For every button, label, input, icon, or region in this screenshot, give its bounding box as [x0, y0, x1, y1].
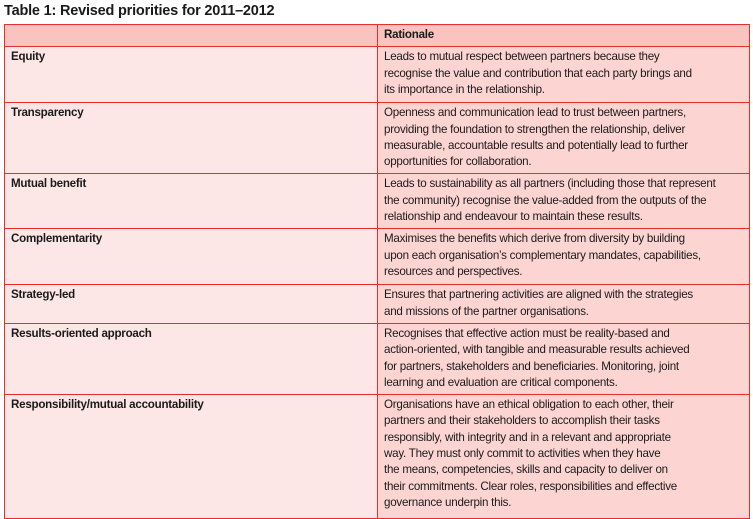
principle-cell: Responsibility/mutual accountability — [5, 395, 378, 519]
rationale-cell: Maximises the benefits which derive from diversity by building upon each organisation’s complementary mandates, capabilities, resources and perspectives. — [378, 229, 750, 285]
rationale-cell: Recognises that effective action must be reality-based and action-oriented, with tangible and measurable results achieved for partners, stakeholders and beneficiaries. Monitoring, joint learning and evaluation are critical components. — [378, 323, 750, 394]
table-header-row — [5, 25, 750, 47]
header-principle — [5, 25, 378, 47]
principle-cell: Results-oriented approach — [5, 323, 378, 394]
table-row — [5, 47, 750, 103]
principle-cell: Mutual benefit — [5, 174, 378, 229]
rationale-cell: Openness and communication lead to trust between partners, providing the foundation to strengthen the relationship, deliver measurable, accountable results and potentially lead to further opportunities for collaboration. — [378, 103, 750, 174]
header-rationale: Rationale — [378, 25, 750, 47]
principle-cell: Strategy-led — [5, 285, 378, 324]
principle-cell: Equity — [5, 47, 378, 103]
principle-cell: Transparency — [5, 103, 378, 174]
table-row — [5, 174, 750, 229]
table-row — [5, 395, 750, 519]
table-row — [5, 285, 750, 324]
principle-cell: Complementarity — [5, 229, 378, 285]
table-row — [5, 323, 750, 394]
rationale-cell: Ensures that partnering activities are aligned with the strategies and missions of the partner organisations. — [378, 285, 750, 324]
table-row — [5, 229, 750, 285]
rationale-cell: Leads to mutual respect between partners because they recognise the value and contribution that each party brings and its importance in the relationship. — [378, 47, 750, 103]
rationale-cell: Leads to sustainability as all partners (including those that represent the community) recognise the value-added from the outputs of the relationship and endeavour to maintain these results. — [378, 174, 750, 229]
table-row — [5, 103, 750, 174]
rationale-cell: Organisations have an ethical obligation to each other, their partners and their stakeholders to accomplish their tasks responsibly, with integrity and in a relevant and appropriate way. They must only commit to activities when they have the means, competencies, skills and capacity to deliver on their commitments. Clear roles, responsibilities and effective governance underpin this. — [378, 395, 750, 519]
priorities-table — [4, 24, 750, 519]
table-title: Table 1: Revised priorities for 2011–2012 — [4, 3, 275, 19]
